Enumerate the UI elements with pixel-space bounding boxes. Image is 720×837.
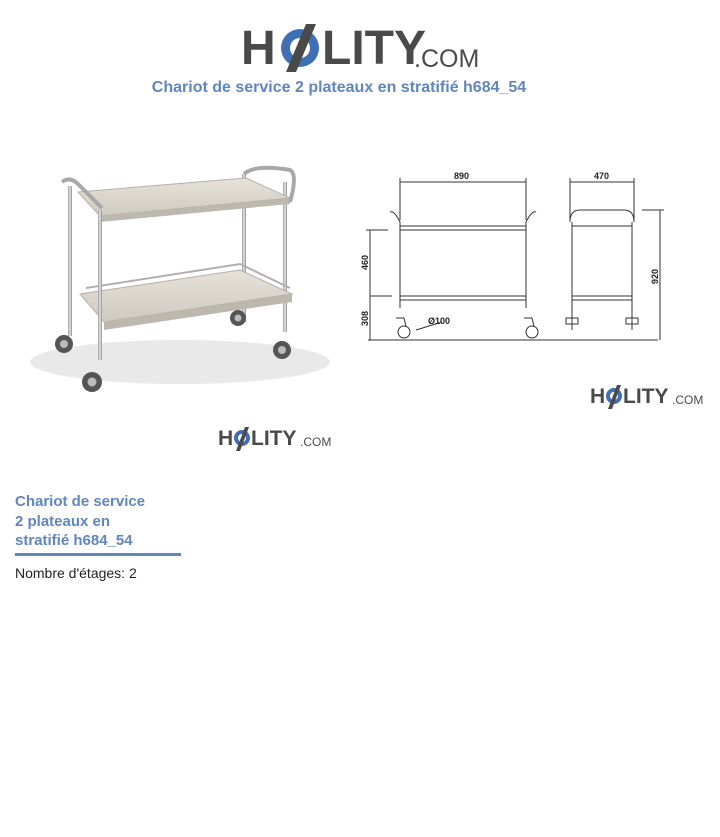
- title-underline: [15, 553, 181, 556]
- product-name-line-2: 2 plateaux en: [15, 512, 111, 530]
- holity-logo-small-right: [590, 382, 710, 410]
- dim-depth: 470: [594, 171, 610, 181]
- svg-text:H: H: [590, 385, 606, 408]
- spec-label: Nombre d'étages:: [15, 565, 126, 581]
- logo-letter-h: H: [241, 22, 276, 72]
- dim-wheel: Ø100: [428, 316, 451, 326]
- logo-o-mark: [281, 24, 319, 72]
- dim-bottom: 308: [360, 310, 370, 326]
- product-name-line-1: Chariot de service: [15, 493, 146, 510]
- page-title: Chariot de service 2 plateaux en stratifié h684_54: [151, 79, 527, 96]
- dim-shelf-gap: 460: [360, 254, 370, 270]
- svg-text:LITY: LITY: [251, 427, 297, 450]
- technical-drawing: [358, 160, 670, 350]
- holity-logo-small: [218, 424, 338, 452]
- product-name: [15, 492, 185, 551]
- product-photo: [0, 112, 360, 417]
- dim-width: 890: [454, 171, 470, 181]
- spec-shelves: [15, 565, 137, 581]
- svg-text:H: H: [218, 427, 234, 450]
- logo-letters-lity: LITY: [322, 22, 426, 72]
- spec-value: 2: [128, 565, 137, 581]
- svg-text:.COM: .COM: [300, 435, 332, 449]
- svg-text:.COM: .COM: [672, 393, 704, 407]
- holity-logo: [0, 12, 720, 72]
- product-name-line-3: stratifié h684_54: [15, 532, 133, 549]
- logo-suffix: .COM: [414, 45, 480, 72]
- svg-text:LITY: LITY: [623, 385, 669, 408]
- dim-height: 920: [650, 268, 660, 284]
